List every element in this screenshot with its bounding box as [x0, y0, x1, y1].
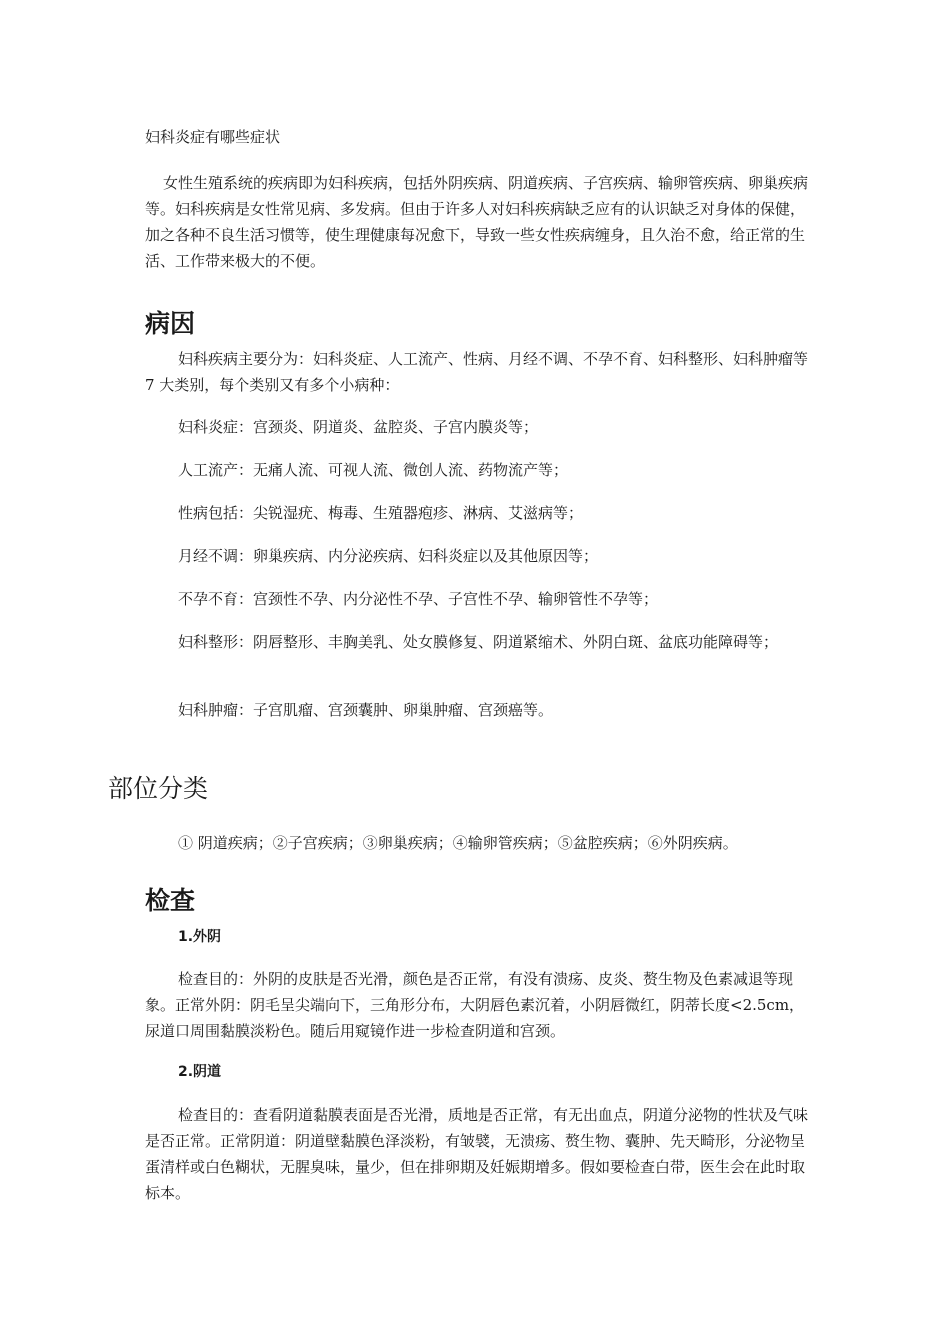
section-heading-cause: 病因: [145, 309, 196, 338]
cause-item: 妇科炎症：宫颈炎、阴道炎、盆腔炎、子宫内膜炎等；: [178, 418, 539, 436]
cause-item: 性病包括：尖锐湿疣、梅毒、生殖器疱疹、淋病、艾滋病等；: [178, 504, 584, 522]
location-list: ① 阴道疾病；②子宫疾病；③卵巢疾病；④输卵管疾病；⑤盆腔疾病；⑥外阴疾病。: [178, 834, 738, 852]
cause-item: 不孕不育：宫颈性不孕、内分泌性不孕、子宫性不孕、输卵管性不孕等；: [178, 590, 659, 608]
section-heading-location: 部位分类: [108, 774, 209, 803]
cause-item: 妇科整形：阴唇整形、丰胸美乳、处女膜修复、阴道紧缩术、外阴白斑、盆底功能障碍等；: [178, 633, 779, 651]
document-title: 妇科炎症有哪些症状: [145, 128, 281, 146]
cause-item: 月经不调：卵巢疾病、内分泌疾病、妇科炎症以及其他原因等；: [178, 547, 599, 565]
exam-subheading-vagina: 2.阴道: [178, 1064, 222, 1080]
section-heading-exam: 检查: [145, 886, 196, 915]
exam-paragraph-vulva: 检查目的：外阴的皮肤是否光滑，颜色是否正常，有没有溃疡、皮炎、赘生物及色素减退等现象。正常外阴：阴毛呈尖端向下，三角形分布，大阴唇色素沉着，小阴唇微红，阴蒂长度<2.5cm，尿道口周围黏膜淡粉色。随后用窥镜作进一步检查阴道和宫颈。: [145, 970, 805, 1040]
exam-subheading-vulva: 1.外阴: [178, 929, 222, 945]
intro-paragraph: 女性生殖系统的疾病即为妇科疾病，包括外阴疾病、阴道疾病、子宫疾病、输卵管疾病、卵巢疾病等。妇科疾病是女性常见病、多发病。但由于许多人对妇科疾病缺乏应有的认识缺乏对身体的保健，加之各种不良生活习惯等，使生理健康每况愈下，导致一些女性疾病缠身，且久治不愈，给正常的生活、工作带来极大的不便。: [145, 174, 809, 270]
cause-item: 人工流产：无痛人流、可视人流、微创人流、药物流产等；: [178, 461, 569, 479]
cause-item: 妇科肿瘤：子宫肌瘤、宫颈囊肿、卵巢肿瘤、宫颈癌等。: [178, 701, 554, 719]
cause-summary: 妇科疾病主要分为：妇科炎症、人工流产、性病、月经不调、不孕不育、妇科整形、妇科肿瘤等 7 大类别，每个类别又有多个小病种：: [145, 350, 809, 394]
exam-paragraph-vagina: 检查目的：查看阴道黏膜表面是否光滑，质地是否正常，有无出血点，阴道分泌物的性状及气味是否正常。正常阴道：阴道壁黏膜色泽淡粉，有皱襞，无溃疡、赘生物、囊肿、先天畸形，分泌物呈蛋清样或白色糊状，无腥臭味，量少，但在排卵期及妊娠期增多。假如要检查白带，医生会在此时取标本。: [145, 1106, 809, 1202]
